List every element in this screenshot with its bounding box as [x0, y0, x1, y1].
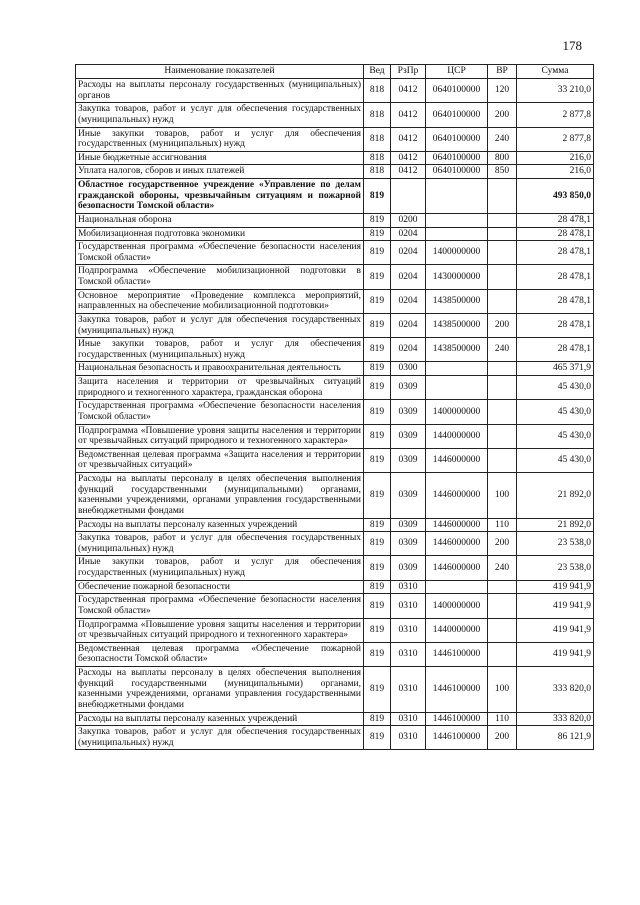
cell-ved: 819: [364, 642, 391, 666]
table-row: [76, 400, 594, 424]
cell-rzpr: 0309: [391, 376, 426, 400]
cell-rzpr: 0309: [391, 556, 426, 580]
cell-vr: 200: [488, 313, 517, 337]
table-row: [76, 289, 594, 313]
cell-ved: 819: [364, 313, 391, 337]
cell-name: Защита населения и территории от чрезвычайных ситуаций природного и техногенного характера, гражданская оборона: [76, 376, 364, 400]
cell-csr: 1446000000: [426, 556, 488, 580]
cell-ved: 819: [364, 594, 391, 618]
table-body: [76, 79, 594, 750]
cell-ved: 819: [364, 580, 391, 594]
cell-rzpr: 0310: [391, 667, 426, 713]
cell-ved: 819: [364, 448, 391, 472]
cell-ved: 818: [364, 79, 391, 103]
cell-sum: 216,0: [517, 165, 594, 179]
cell-vr: 100: [488, 667, 517, 713]
cell-sum: 465 371,9: [517, 362, 594, 376]
cell-vr: 100: [488, 473, 517, 519]
cell-ved: 819: [364, 400, 391, 424]
cell-ved: 819: [364, 362, 391, 376]
cell-rzpr: 0309: [391, 400, 426, 424]
cell-csr: 1438500000: [426, 289, 488, 313]
cell-ved: 818: [364, 165, 391, 179]
table-row: [76, 448, 594, 472]
cell-csr: 1446100000: [426, 667, 488, 713]
cell-name: Расходы на выплаты персоналу государственных (муниципальных) органов: [76, 79, 364, 103]
cell-ved: 819: [364, 726, 391, 750]
cell-rzpr: 0204: [391, 313, 426, 337]
cell-csr: [426, 227, 488, 241]
cell-sum: 23 538,0: [517, 532, 594, 556]
cell-sum: 216,0: [517, 151, 594, 165]
cell-name: Подпрограмма «Повышение уровня защиты населения и территории от чрезвычайных ситуаций природного и техногенного характера»: [76, 618, 364, 642]
cell-ved: 819: [364, 213, 391, 227]
cell-rzpr: 0310: [391, 580, 426, 594]
cell-csr: 1446000000: [426, 473, 488, 519]
cell-vr: 200: [488, 726, 517, 750]
cell-ved: 818: [364, 127, 391, 151]
cell-sum: 28 478,1: [517, 338, 594, 362]
cell-rzpr: 0309: [391, 532, 426, 556]
cell-name: Обеспечение пожарной безопасности: [76, 580, 364, 594]
table-row: [76, 618, 594, 642]
cell-vr: [488, 400, 517, 424]
cell-sum: 23 538,0: [517, 556, 594, 580]
cell-sum: 2 877,8: [517, 103, 594, 127]
cell-sum: 419 941,9: [517, 594, 594, 618]
cell-csr: 1446000000: [426, 532, 488, 556]
cell-name: Иные закупки товаров, работ и услуг для обеспечения государственных (муниципальных) нужд: [76, 127, 364, 151]
cell-sum: 28 478,1: [517, 213, 594, 227]
cell-vr: 240: [488, 338, 517, 362]
cell-csr: [426, 213, 488, 227]
cell-csr: 1446100000: [426, 726, 488, 750]
cell-name: Национальная безопасность и правоохранительная деятельность: [76, 362, 364, 376]
cell-vr: 200: [488, 532, 517, 556]
cell-ved: 819: [364, 338, 391, 362]
table-row: [76, 473, 594, 519]
cell-ved: 819: [364, 618, 391, 642]
cell-sum: 45 430,0: [517, 424, 594, 448]
cell-csr: [426, 179, 488, 214]
table-row: [76, 227, 594, 241]
cell-vr: 110: [488, 518, 517, 532]
cell-ved: 819: [364, 667, 391, 713]
cell-ved: 819: [364, 532, 391, 556]
cell-name: Основное мероприятие «Проведение комплекса мероприятий, направленных на обеспечение мобилизационной подготовки»: [76, 289, 364, 313]
cell-vr: 240: [488, 556, 517, 580]
cell-vr: [488, 362, 517, 376]
column-header-vr: ВР: [488, 65, 517, 79]
column-header-ved: Вед: [364, 65, 391, 79]
cell-sum: 45 430,0: [517, 376, 594, 400]
cell-csr: 1440000000: [426, 618, 488, 642]
cell-rzpr: 0309: [391, 473, 426, 519]
cell-rzpr: 0204: [391, 241, 426, 265]
cell-vr: [488, 642, 517, 666]
column-header-sum: Сумма: [517, 65, 594, 79]
cell-name: Расходы на выплаты персоналу в целях обеспечения выполнения функций государственными (муниципальными) органами, казенными учреждениями, органами управления государственными внебюджетными фондами: [76, 667, 364, 713]
budget-table: [75, 64, 594, 750]
cell-vr: 200: [488, 103, 517, 127]
cell-rzpr: 0310: [391, 712, 426, 726]
cell-rzpr: 0412: [391, 165, 426, 179]
cell-vr: [488, 448, 517, 472]
cell-name: Подпрограмма «Обеспечение мобилизационной подготовки в Томской области»: [76, 265, 364, 289]
table-row: [76, 103, 594, 127]
cell-name: Расходы на выплаты персоналу казенных учреждений: [76, 518, 364, 532]
cell-rzpr: 0412: [391, 127, 426, 151]
cell-rzpr: 0204: [391, 289, 426, 313]
table-row: [76, 424, 594, 448]
cell-sum: 21 892,0: [517, 473, 594, 519]
column-header-rzpr: РзПр: [391, 65, 426, 79]
cell-vr: 850: [488, 165, 517, 179]
cell-ved: 819: [364, 712, 391, 726]
cell-rzpr: 0204: [391, 227, 426, 241]
cell-sum: 28 478,1: [517, 241, 594, 265]
cell-vr: 240: [488, 127, 517, 151]
cell-csr: 1446100000: [426, 642, 488, 666]
table-row: [76, 313, 594, 337]
cell-ved: 819: [364, 473, 391, 519]
cell-ved: 819: [364, 241, 391, 265]
cell-name: Областное государственное учреждение «Управление по делам гражданской обороны, чрезвычайным ситуациям и пожарной безопасности Томской области»: [76, 179, 364, 214]
cell-name: Закупка товаров, работ и услуг для обеспечения государственных (муниципальных) нужд: [76, 313, 364, 337]
cell-vr: [488, 618, 517, 642]
table-row: [76, 712, 594, 726]
cell-rzpr: 0204: [391, 265, 426, 289]
cell-ved: 819: [364, 556, 391, 580]
table-row: [76, 376, 594, 400]
cell-csr: 1438500000: [426, 338, 488, 362]
cell-sum: 333 820,0: [517, 667, 594, 713]
cell-sum: 21 892,0: [517, 518, 594, 532]
table-row: [76, 556, 594, 580]
cell-ved: 818: [364, 151, 391, 165]
cell-csr: 1446000000: [426, 518, 488, 532]
cell-rzpr: 0309: [391, 424, 426, 448]
cell-vr: [488, 594, 517, 618]
cell-csr: 0640100000: [426, 165, 488, 179]
cell-sum: 33 210,0: [517, 79, 594, 103]
column-header-name: Наименование показателей: [76, 65, 364, 79]
cell-csr: 1400000000: [426, 400, 488, 424]
cell-name: Государственная программа «Обеспечение безопасности населения Томской области»: [76, 241, 364, 265]
cell-rzpr: 0309: [391, 518, 426, 532]
cell-rzpr: 0310: [391, 642, 426, 666]
cell-vr: [488, 213, 517, 227]
cell-name: Национальная оборона: [76, 213, 364, 227]
cell-csr: 0640100000: [426, 151, 488, 165]
cell-csr: [426, 376, 488, 400]
cell-name: Расходы на выплаты персоналу в целях обеспечения выполнения функций государственными (муниципальными) органами, казенными учреждениями, органами управления государственными внебюджетными фондами: [76, 473, 364, 519]
cell-vr: [488, 424, 517, 448]
cell-ved: 819: [364, 518, 391, 532]
cell-rzpr: 0310: [391, 726, 426, 750]
cell-csr: [426, 580, 488, 594]
cell-vr: [488, 179, 517, 214]
cell-ved: 818: [364, 103, 391, 127]
cell-vr: 120: [488, 79, 517, 103]
table-row: [76, 265, 594, 289]
cell-rzpr: 0309: [391, 448, 426, 472]
cell-ved: 819: [364, 376, 391, 400]
table-row: [76, 179, 594, 214]
cell-name: Закупка товаров, работ и услуг для обеспечения государственных (муниципальных) нужд: [76, 103, 364, 127]
cell-csr: 1430000000: [426, 265, 488, 289]
cell-name: Расходы на выплаты персоналу казенных учреждений: [76, 712, 364, 726]
cell-rzpr: 0310: [391, 594, 426, 618]
cell-vr: [488, 241, 517, 265]
table-row: [76, 362, 594, 376]
cell-rzpr: 0412: [391, 79, 426, 103]
cell-vr: [488, 376, 517, 400]
table-row: [76, 127, 594, 151]
cell-vr: [488, 227, 517, 241]
cell-vr: 110: [488, 712, 517, 726]
cell-csr: [426, 362, 488, 376]
table-row: [76, 338, 594, 362]
cell-rzpr: 0200: [391, 213, 426, 227]
cell-sum: 45 430,0: [517, 400, 594, 424]
cell-ved: 819: [364, 227, 391, 241]
cell-vr: 800: [488, 151, 517, 165]
cell-rzpr: 0310: [391, 618, 426, 642]
cell-ved: 819: [364, 289, 391, 313]
cell-csr: 0640100000: [426, 103, 488, 127]
table-row: [76, 151, 594, 165]
table-row: [76, 726, 594, 750]
cell-rzpr: 0204: [391, 338, 426, 362]
cell-name: Подпрограмма «Повышение уровня защиты населения и территории от чрезвычайных ситуаций природного и техногенного характера»: [76, 424, 364, 448]
cell-sum: 419 941,9: [517, 642, 594, 666]
cell-rzpr: [391, 179, 426, 214]
cell-vr: [488, 289, 517, 313]
cell-sum: 28 478,1: [517, 265, 594, 289]
table-row: [76, 642, 594, 666]
cell-name: Иные бюджетные ассигнования: [76, 151, 364, 165]
cell-csr: 1446000000: [426, 448, 488, 472]
cell-name: Ведомственная целевая программа «Обеспечение пожарной безопасности Томской области»: [76, 642, 364, 666]
cell-rzpr: 0412: [391, 151, 426, 165]
cell-csr: 1438500000: [426, 313, 488, 337]
column-header-csr: ЦСР: [426, 65, 488, 79]
page-number: 178: [562, 38, 582, 53]
cell-csr: 0640100000: [426, 79, 488, 103]
table-row: [76, 165, 594, 179]
table-row: [76, 241, 594, 265]
cell-name: Иные закупки товаров, работ и услуг для обеспечения государственных (муниципальных) нужд: [76, 338, 364, 362]
table-row: [76, 580, 594, 594]
table-row: [76, 79, 594, 103]
table-row: [76, 594, 594, 618]
cell-vr: [488, 265, 517, 289]
cell-csr: 0640100000: [426, 127, 488, 151]
cell-sum: 45 430,0: [517, 448, 594, 472]
cell-name: Мобилизационная подготовка экономики: [76, 227, 364, 241]
cell-ved: 819: [364, 179, 391, 214]
table-row: [76, 213, 594, 227]
cell-name: Государственная программа «Обеспечение безопасности населения Томской области»: [76, 400, 364, 424]
cell-csr: 1440000000: [426, 424, 488, 448]
cell-csr: 1400000000: [426, 594, 488, 618]
cell-csr: 1400000000: [426, 241, 488, 265]
table-row: [76, 667, 594, 713]
cell-sum: 86 121,9: [517, 726, 594, 750]
cell-name: Государственная программа «Обеспечение безопасности населения Томской области»: [76, 594, 364, 618]
cell-sum: 2 877,8: [517, 127, 594, 151]
cell-sum: 419 941,9: [517, 580, 594, 594]
cell-sum: 28 478,1: [517, 313, 594, 337]
cell-rzpr: 0412: [391, 103, 426, 127]
cell-sum: 419 941,9: [517, 618, 594, 642]
cell-name: Уплата налогов, сборов и иных платежей: [76, 165, 364, 179]
cell-csr: 1446100000: [426, 712, 488, 726]
cell-sum: 28 478,1: [517, 289, 594, 313]
cell-ved: 819: [364, 265, 391, 289]
cell-sum: 28 478,1: [517, 227, 594, 241]
cell-name: Иные закупки товаров, работ и услуг для обеспечения государственных (муниципальных) нужд: [76, 556, 364, 580]
table-row: [76, 518, 594, 532]
cell-vr: [488, 580, 517, 594]
cell-name: Закупка товаров, работ и услуг для обеспечения государственных (муниципальных) нужд: [76, 532, 364, 556]
cell-name: Ведомственная целевая программа «Защита населения и территории от чрезвычайных ситуаций»: [76, 448, 364, 472]
cell-rzpr: 0300: [391, 362, 426, 376]
cell-sum: 493 850,0: [517, 179, 594, 214]
table-row: [76, 532, 594, 556]
cell-sum: 333 820,0: [517, 712, 594, 726]
cell-name: Закупка товаров, работ и услуг для обеспечения государственных (муниципальных) нужд: [76, 726, 364, 750]
cell-ved: 819: [364, 424, 391, 448]
table-header-row: [76, 65, 594, 79]
